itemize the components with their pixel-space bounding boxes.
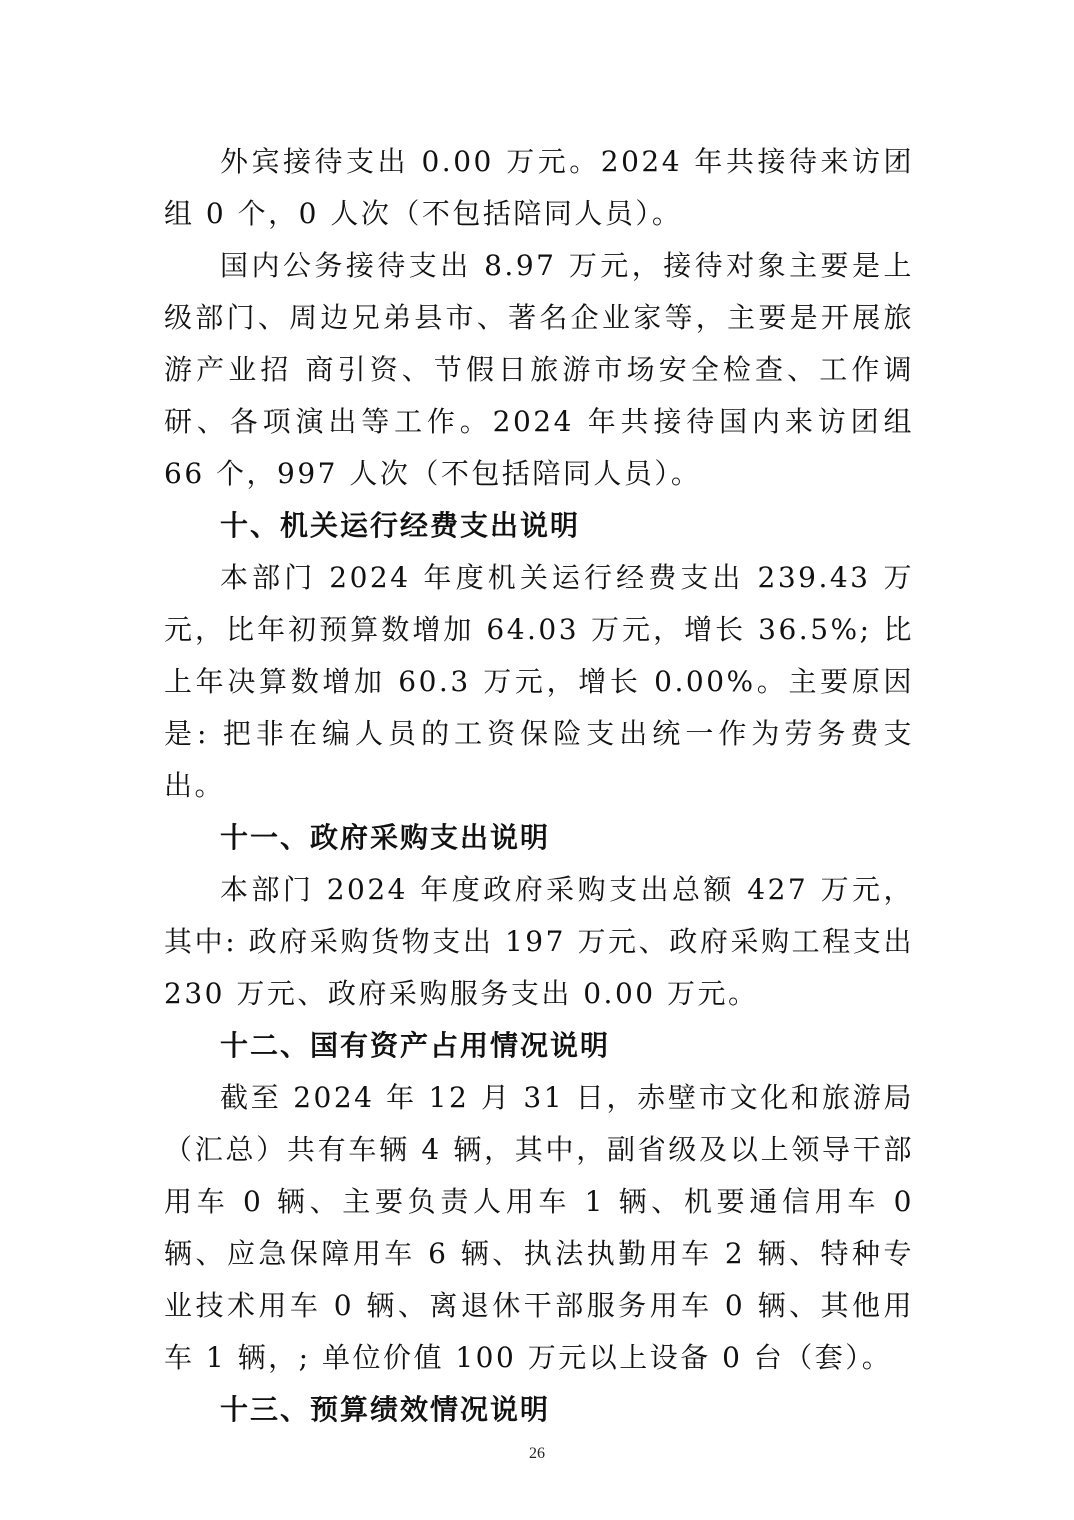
paragraph-state-assets: 截至 2024 年 12 月 31 日，赤壁市文化和旅游局（汇总）共有车辆 4 辆，其中，副省级及以上领导干部用车 0 辆、主要负责人用车 1 辆、机要通信用车 0 辆、应急保障用车 6 辆、执法执勤用车 2 辆、特种专业技术用车 0 辆、离退休干部服务用车 0 辆、其他用车 1 辆，; 单位价值 100 万元以上设备 0 台（套）。 [164, 1081, 914, 1374]
heading-section-11: 十一、政府采购支出说明 [220, 821, 551, 854]
heading-section-12: 十二、国有资产占用情况说明 [220, 1029, 611, 1062]
document-body [164, 136, 914, 1436]
heading-section-10: 十、机关运行经费支出说明 [220, 509, 581, 542]
paragraph-operating-expenses: 本部门 2024 年度机关运行经费支出 239.43 万元，比年初预算数增加 64.03 万元，增长 36.5%; 比上年决算数增加 60.3 万元，增长 0.00%。主要原因是: 把非在编人员的工资保险支出统一作为劳务费支出。 [164, 561, 914, 802]
heading-section-13: 十三、预算绩效情况说明 [220, 1393, 551, 1426]
paragraph-foreign-reception: 外宾接待支出 0.00 万元。2024 年共接待来访团组 0 个，0 人次（不包括陪同人员）。 [164, 145, 914, 230]
page-number: 26 [529, 1445, 545, 1462]
paragraph-domestic-reception: 国内公务接待支出 8.97 万元，接待对象主要是上级部门、周边兄弟县市、著名企业家等，主要是开展旅游产业招 商引资、节假日旅游市场安全检查、工作调研、各项演出等工作。2024 年共接待国内来访团组 66 个，997 人次（不包括陪同人员）。 [164, 249, 914, 490]
paragraph-procurement: 本部门 2024 年度政府采购支出总额 427 万元，其中: 政府采购货物支出 197 万元、政府采购工程支出 230 万元、政府采购服务支出 0.00 万元。 [164, 873, 914, 1010]
